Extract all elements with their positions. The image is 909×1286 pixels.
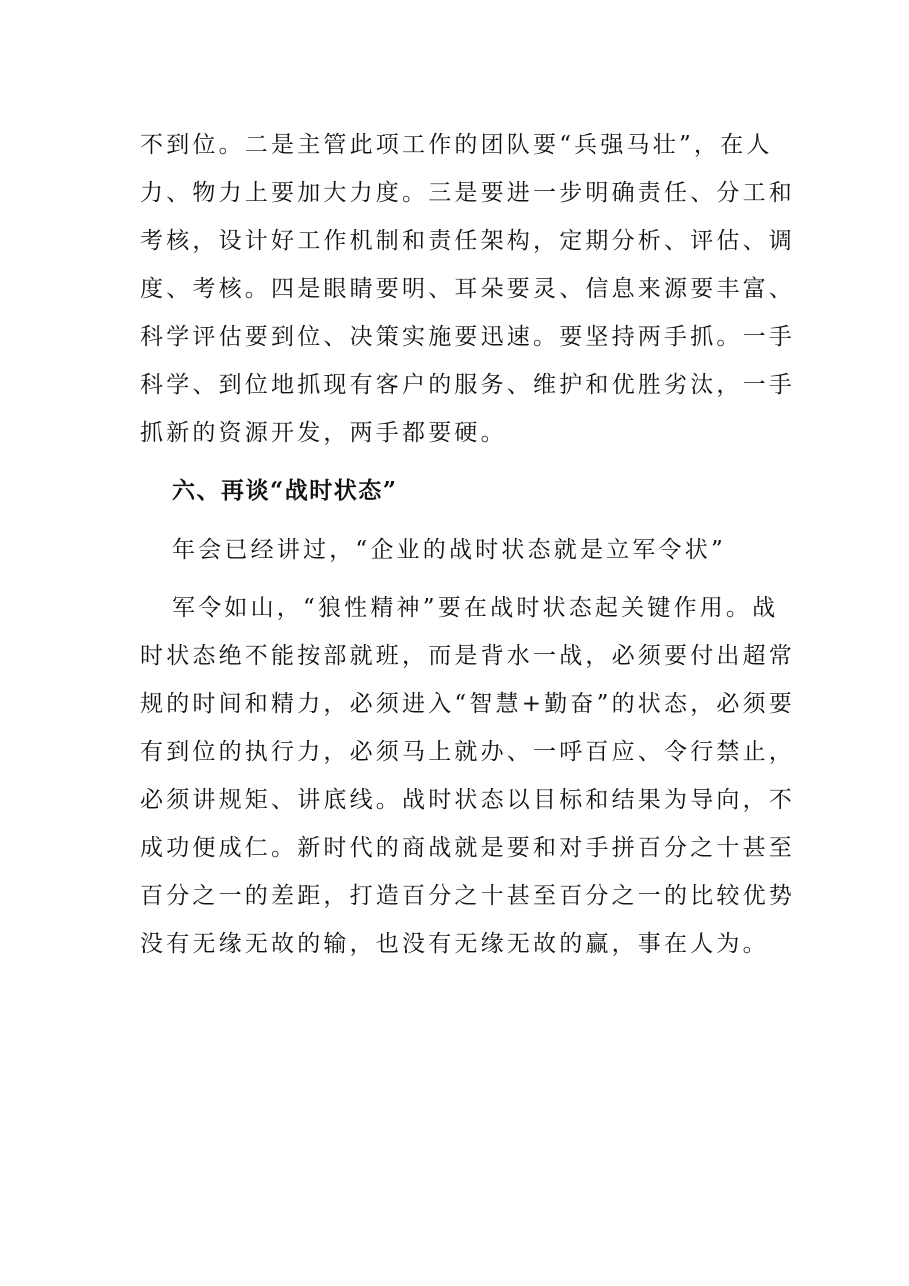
paragraph-line: 必须讲规矩、讲底线。战时状态以目标和结果为导向，不 bbox=[140, 787, 795, 813]
paragraph-line: 没有无缘无故的输，也没有无缘无故的赢，事在人为。 bbox=[140, 931, 769, 957]
paragraph-line: 不到位。二是主管此项工作的团队要“兵强马壮”，在人 bbox=[140, 132, 773, 158]
paragraph-line: 度、考核。四是眼睛要明、耳朵要灵、信息来源要丰富、 bbox=[140, 276, 795, 302]
paragraph-line: 科学评估要到位、决策实施要迅速。要坚持两手抓。一手 bbox=[140, 324, 795, 350]
paragraph-line: 规的时间和精力，必须进入“智慧+勤奋”的状态，必须要 bbox=[140, 691, 795, 717]
paragraph-line: 抓新的资源开发，两手都要硬。 bbox=[140, 420, 507, 446]
paragraph-line: 有到位的执行力，必须马上就办、一呼百应、令行禁止， bbox=[140, 739, 795, 765]
section-heading: 六、再谈“战时状态” bbox=[172, 477, 398, 504]
paragraph-line: 成功便成仁。新时代的商战就是要和对手拼百分之十甚至 bbox=[140, 835, 795, 861]
paragraph-line: 年会已经讲过，“企业的战时状态就是立军令状” bbox=[172, 537, 726, 563]
paragraph-line: 军令如山，“狼性精神”要在战时状态起关键作用。战 bbox=[172, 595, 779, 621]
paragraph-line: 考核，设计好工作机制和责任架构，定期分析、评估、调 bbox=[140, 228, 795, 254]
paragraph-line: 科学、到位地抓现有客户的服务、维护和优胜劣汰，一手 bbox=[140, 372, 795, 398]
paragraph-line: 时状态绝不能按部就班，而是背水一战，必须要付出超常 bbox=[140, 643, 795, 669]
paragraph-line: 百分之一的差距，打造百分之十甚至百分之一的比较优势 bbox=[140, 883, 795, 909]
paragraph-line: 力、物力上要加大力度。三是要进一步明确责任、分工和 bbox=[140, 180, 795, 206]
